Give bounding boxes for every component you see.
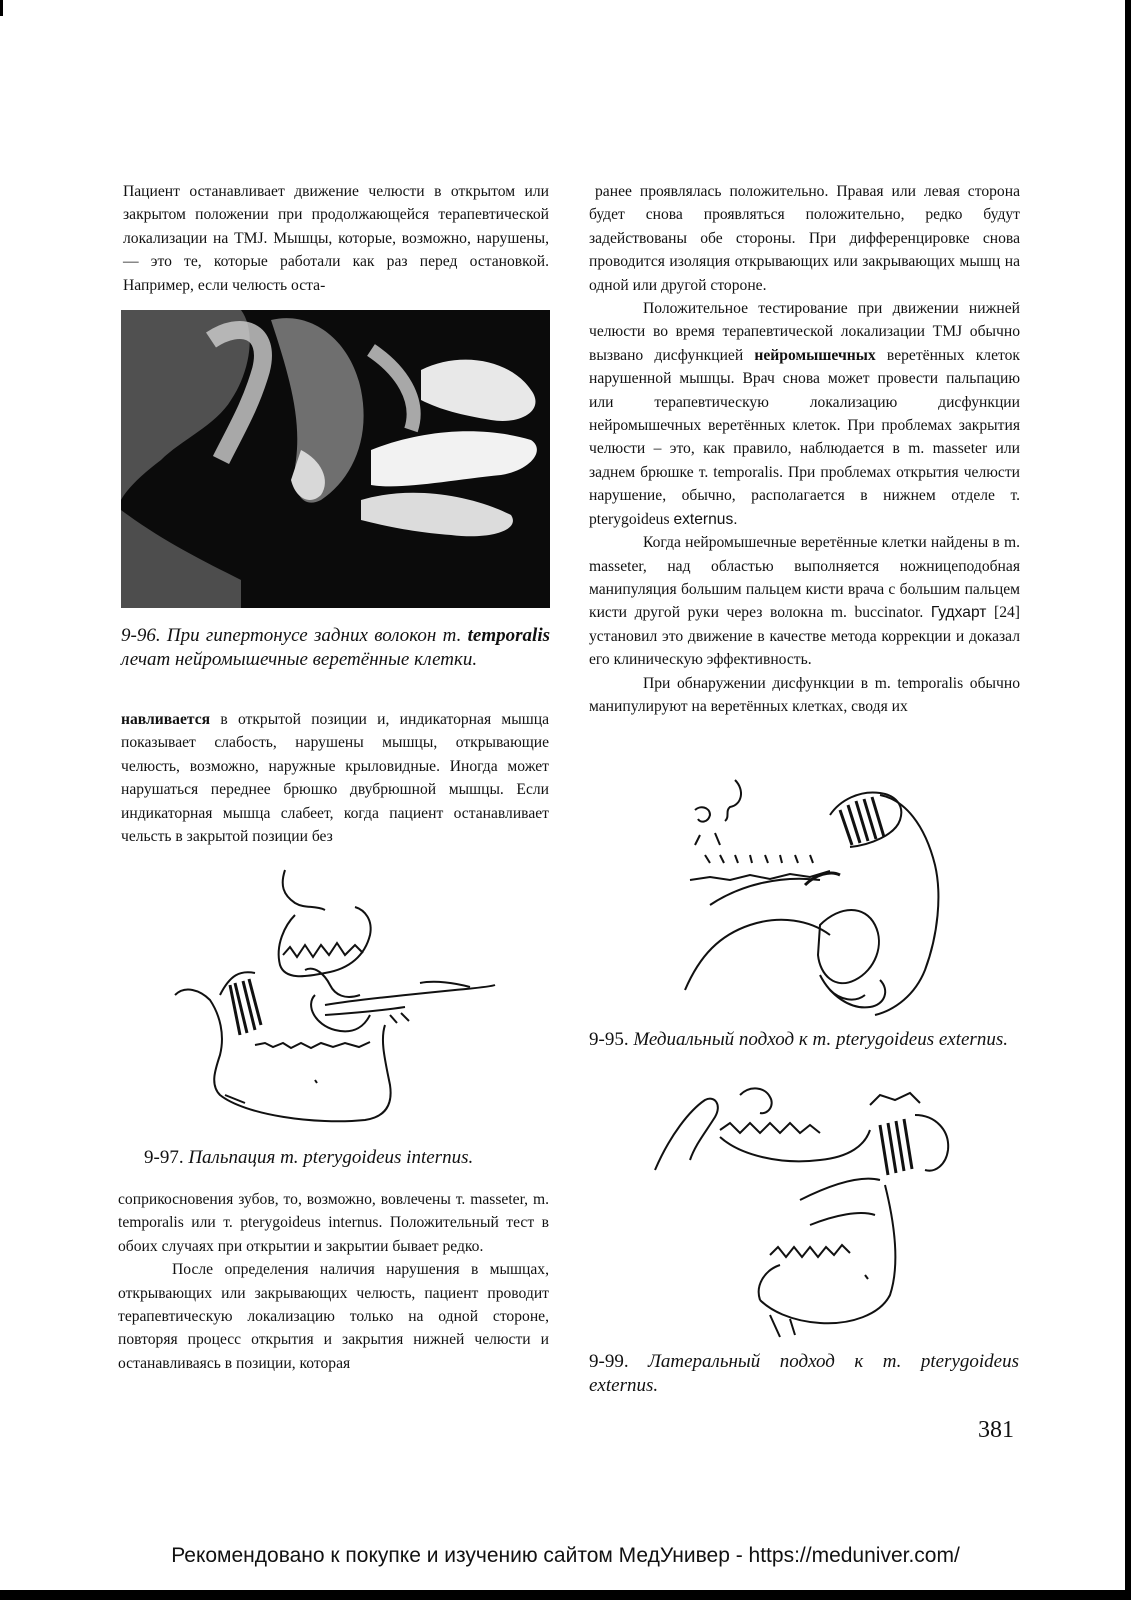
page-number: 381 bbox=[978, 1417, 1014, 1443]
figure-9-99-drawing bbox=[650, 1075, 970, 1340]
caption-9-97-text: Пальпация m. pterygoideus internus. bbox=[183, 1147, 474, 1168]
right-paragraph-1: ранее проявлялась положительно. Правая или левая сторона будет снова проявляться положительно, редко будут задействованы обе стороны. При дифференцировке снова проводится изоляция открывающих или закрывающих мышц на одной или другой стороне. bbox=[589, 183, 1020, 294]
caption-9-95 bbox=[589, 1028, 1019, 1052]
left-column-middle bbox=[121, 708, 549, 848]
jaw-palpation-drawing bbox=[165, 865, 500, 1130]
left-paragraph-4: После определения наличия нарушения в мышцах, открывающих или закрывающих челюсть, пациент проводит терапевтическую локализацию только на одной стороне, повторяя процесс открытия и закрытия нижней челюсти и останавливаясь в позиции, которая bbox=[118, 1261, 549, 1372]
right-paragraph-3-name: Гудхарт bbox=[930, 604, 987, 622]
left-paragraph-3: соприкосновения зубов, то, возможно, вовлечены т. masseter, m. temporalis или т. pterygoideus internus. Положительный тест в обоих случаях при открытии и закрытии бывает редко. bbox=[118, 1191, 549, 1255]
left-paragraph-2-text: в открытой позиции и, индикаторная мышца показывает слабость, нарушены мышцы, открывающие челюсть, возможно, наружные крыловидные. Иногда может нарушаться переднее брюшко двубрюшной мышцы. Если индикаторная мышца слабеет, когда пациент останавливает чельсть в закрытой позиции без bbox=[121, 711, 549, 846]
right-paragraph-2-bold: нейромышечных bbox=[754, 346, 876, 364]
right-paragraph-2-text-b: веретённых клеток нарушенной мышцы. Врач снова может провести пальпацию или терапевтическую локализацию дисфункции нейромышечных веретённых клеток. При проблемах закрытия челюсти – это, как правило, наблюдается в m. masseter или заднем брюшке т. temporalis. При проблемах открытия челюсти нарушение, обычно, располагается в нижнем отделе т. pterygoideus bbox=[589, 346, 1020, 528]
caption-9-96-bold: temporalis bbox=[467, 625, 550, 646]
caption-9-99-text: Латеральный подход к т. pterygoideus externus. bbox=[589, 1351, 1019, 1396]
footer-recommendation: Рекомендовано к покупке и изучению сайтом МедУнивер - https://meduniver.com/ bbox=[171, 1544, 960, 1567]
caption-9-95-text: Медиальный подход к т. pterygoideus externus. bbox=[628, 1029, 1008, 1050]
right-paragraph-3 bbox=[589, 531, 1020, 671]
left-paragraph-2 bbox=[121, 708, 549, 848]
figure-9-97-drawing bbox=[165, 865, 500, 1130]
scan-bottom-edge bbox=[0, 1590, 1131, 1600]
caption-9-96-number: 9-96. bbox=[121, 625, 161, 646]
left-column-top bbox=[123, 180, 549, 297]
right-paragraph-2-text-a: Положительное тестирование при движении нижней челюсти во время терапевтической локализации TMJ обычно вызвано дисфункцией bbox=[589, 300, 1020, 364]
caption-9-97-number: 9-97. bbox=[144, 1147, 184, 1168]
right-paragraph-3-text-b: [24] установил это движение в качестве метода коррекции и доказал его клиническую эффективность. bbox=[589, 604, 1020, 669]
lateral-approach-drawing bbox=[650, 1075, 970, 1340]
caption-9-97 bbox=[144, 1146, 544, 1170]
scan-right-edge bbox=[1125, 0, 1131, 1600]
caption-9-99 bbox=[589, 1350, 1019, 1398]
right-column-top bbox=[589, 180, 1020, 718]
caption-9-96 bbox=[121, 624, 550, 672]
caption-9-96-text-a: При гипертонусе задних волокон т. bbox=[160, 625, 468, 646]
left-paragraph-1: Пациент останавливает движение челюсти в открытом или закрытом положении при продолжающейся терапевтической локализации на TMJ. Мышцы, которые, возможно, нарушены, — это те, которые работали как раз перед остановкой. Например, если челюсть оста- bbox=[123, 183, 549, 294]
caption-9-99-number: 9-99. bbox=[589, 1351, 629, 1372]
left-paragraph-2-bold: навливается bbox=[121, 711, 211, 728]
left-column-bottom bbox=[118, 1188, 549, 1375]
scan-edge-mark bbox=[0, 0, 3, 16]
caption-9-95-number: 9-95. bbox=[589, 1029, 629, 1050]
caption-9-96-text-b: лечат нейромышечные веретённые клетки. bbox=[121, 649, 478, 670]
right-paragraph-4: При обнаружении дисфункции в m. temporalis обычно манипулируют на веретённых клетках, сводя их bbox=[589, 674, 1020, 715]
hands-on-face-photo bbox=[121, 310, 550, 608]
right-paragraph-2 bbox=[589, 297, 1020, 531]
medial-approach-drawing bbox=[680, 775, 950, 1020]
figure-9-96-photo bbox=[121, 310, 550, 608]
right-paragraph-3-text-a: Когда нейромышечные веретённые клетки найдены в m. masseter, над областью выполняется ножницеподобная манипуляция большим пальцем кисти врача с большим пальцем кисти другой руки через волокна m. buccinator. bbox=[589, 534, 1020, 622]
figure-9-95-drawing bbox=[680, 775, 950, 1020]
right-paragraph-2-end: externus. bbox=[673, 510, 738, 528]
